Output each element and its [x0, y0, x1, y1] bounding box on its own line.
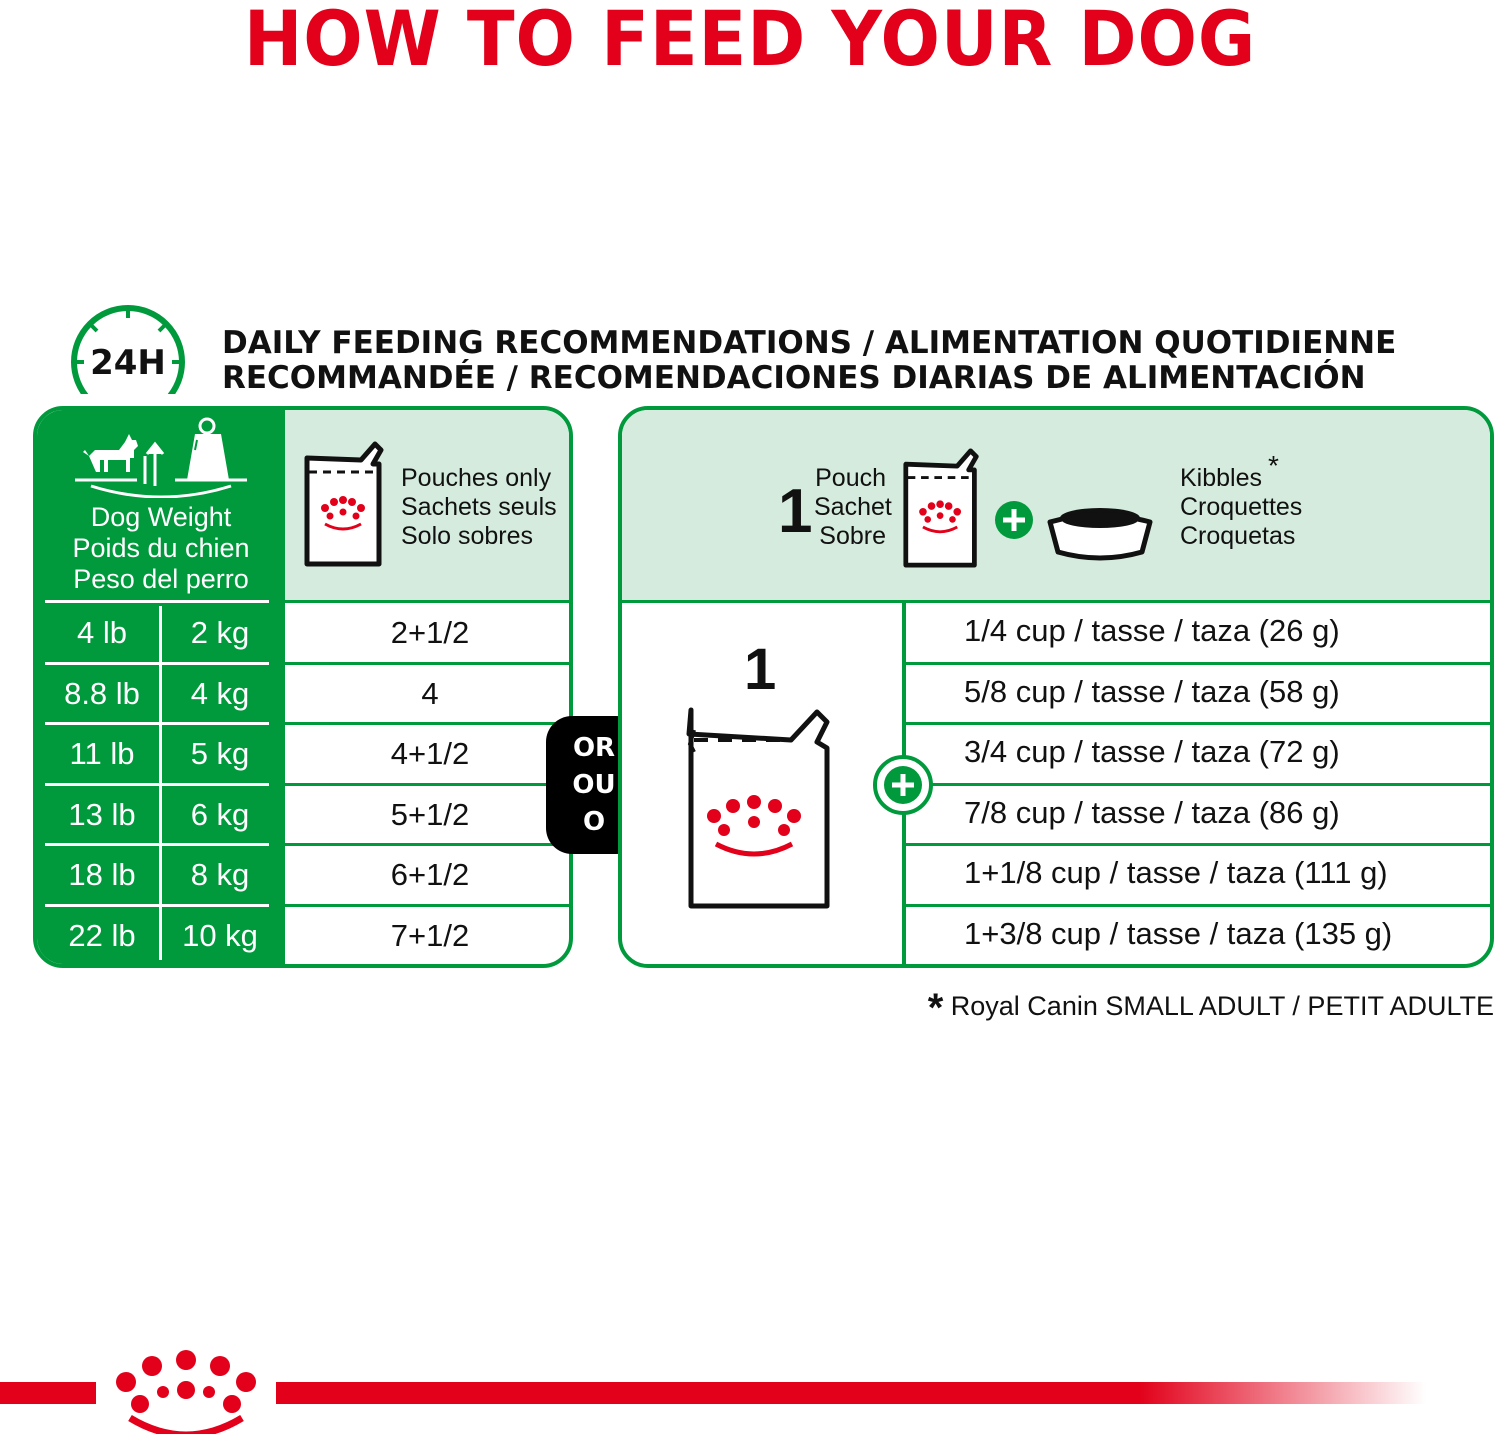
pouch-quantity-cell: 5+1/2: [390, 796, 470, 832]
pouch-quantity-cell: 7+1/2: [390, 917, 470, 953]
subtitle-line-2: RECOMMANDÉE / RECOMENDACIONES DIARIAS DE ALIMENTACIÓN: [222, 360, 1366, 396]
weight-kg-cell: 2 kg: [190, 615, 250, 650]
weight-kg-cell: 5 kg: [190, 736, 250, 771]
weight-lb-cell: 13 lb: [68, 796, 136, 832]
kibble-amount-cell: 1+3/8 cup / tasse / taza (135 g): [964, 915, 1393, 951]
weight-kg-cell: 8 kg: [190, 857, 250, 892]
row-divider: [45, 600, 269, 603]
dog-weight-icon: [71, 416, 251, 498]
kibble-amount-cell: 7/8 cup / tasse / taza (86 g): [964, 794, 1340, 830]
subtitle-line-1: DAILY FEEDING RECOMMENDATIONS / ALIMENTATION QUOTIDIENNE: [222, 325, 1397, 361]
pouches-only-table: [33, 406, 573, 968]
plus-icon: [994, 500, 1034, 540]
weight-kg-cell: 6 kg: [190, 796, 250, 832]
pouch-header: Pouches only Sachets seuls Solo sobres: [401, 464, 557, 550]
section-subtitle: [222, 326, 1422, 396]
pouch-count: 1: [778, 477, 813, 546]
pouch-quantity-cell: 2+1/2: [390, 615, 470, 650]
kibble-amount-cell: 5/8 cup / tasse / taza (58 g): [964, 673, 1340, 709]
row-divider: [285, 843, 573, 846]
row-divider: [45, 904, 269, 907]
brand-line-left: [0, 1382, 96, 1404]
big-pouch-count: 1: [744, 637, 777, 702]
brand-line-right: [276, 1382, 1426, 1404]
row-divider: [45, 843, 269, 846]
pouch-quantity-cell: 4+1/2: [390, 736, 470, 771]
weight-header: Dog Weight Poids du chien Peso del perro: [72, 502, 250, 594]
plus-icon: [872, 754, 934, 816]
weight-lb-cell: 11 lb: [69, 736, 135, 771]
badge-text: 24H: [90, 343, 166, 383]
page-title: HOW TO FEED YOUR DOG: [243, 0, 1257, 83]
footnote-text: Royal Canin SMALL ADULT / PETIT ADULTE: [950, 991, 1494, 1021]
pouch-label: Pouch Sachet Sobre: [814, 464, 892, 550]
weight-kg-cell: 10 kg: [182, 917, 258, 953]
kibble-amount-cell: 1/4 cup / tasse / taza (26 g): [964, 613, 1340, 648]
dog-icon: [83, 434, 138, 472]
bowl-icon: [1044, 502, 1156, 562]
lb-kg-divider: [159, 606, 162, 960]
weight-lb-cell: 4 lb: [77, 615, 127, 650]
kibble-label: Kibbles Croquettes Croquetas: [1180, 464, 1303, 550]
kibble-amount-cell: 1+1/8 cup / tasse / taza (111 g): [964, 855, 1388, 890]
pouch-plus-kibble-table: [618, 406, 1494, 968]
row-divider: [45, 722, 269, 725]
row-divider: [285, 783, 573, 786]
pouch-icon: [303, 440, 387, 568]
row-divider: [45, 783, 269, 786]
footnote-star: *: [927, 986, 944, 1030]
weight-lb-cell: 18 lb: [68, 857, 136, 892]
clock-icon: [68, 302, 188, 422]
kibble-amount-cell: 3/4 cup / tasse / taza (72 g): [964, 734, 1340, 769]
row-divider: [285, 662, 573, 665]
weight-icon: [187, 419, 229, 480]
pouch-icon: [902, 446, 982, 570]
footnote: [928, 986, 1494, 1031]
row-divider: [45, 662, 269, 665]
pouch-quantity-cell: 4: [421, 675, 439, 711]
pouch-quantity-cell: 6+1/2: [390, 857, 470, 892]
weight-lb-cell: 8.8 lb: [64, 675, 140, 711]
crown-logo-icon: [106, 1348, 266, 1434]
or-badge: OR OU O: [546, 716, 642, 854]
row-divider: [285, 904, 573, 907]
row-divider: [285, 722, 573, 725]
kibble-asterisk: *: [1268, 450, 1279, 481]
weight-kg-cell: 4 kg: [190, 675, 250, 711]
pouch-icon: [686, 686, 836, 910]
weight-lb-cell: 22 lb: [68, 917, 136, 953]
row-divider: [285, 600, 573, 603]
